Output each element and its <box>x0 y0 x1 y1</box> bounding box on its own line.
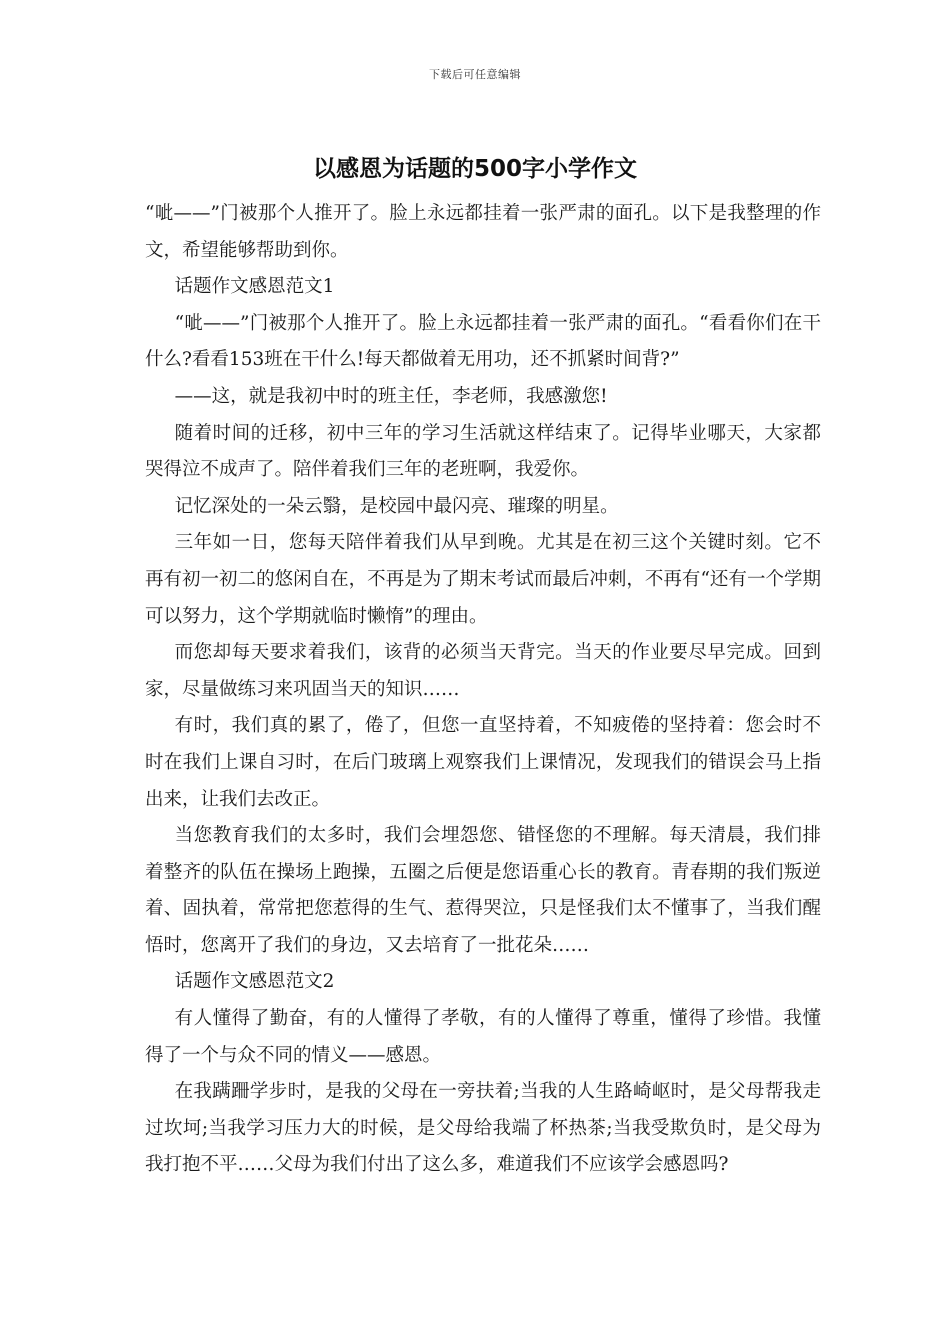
body-paragraph: 随着时间的迁移，初中三年的学习生活就这样结束了。记得毕业哪天，大家都哭得泣不成声了。陪伴着我们三年的老班啊，我爱你。 <box>145 422 821 481</box>
body-paragraph: 当您教育我们的太多时，我们会埋怨您、错怪您的不理解。每天清晨，我们排着整齐的队伍在操场上跑操，五圈之后便是您语重心长的教育。青春期的我们叛逆着、固执着，常常把您惹得的生气、惹得哭泣，只是怪我们太不懂事了，当我们醒悟时，您离开了我们的身边，又去培育了一批花朵…… <box>145 825 821 956</box>
body-paragraph: “呲——”门被那个人推开了。脸上永远都挂着一张严肃的面孔。“看看你们在干什么?看看153班在干什么!每天都做着无用功，还不抓紧时间背?” <box>145 312 821 371</box>
body-paragraph: 而您却每天要求着我们，该背的必须当天背完。当天的作业要尽早完成。回到家，尽量做练习来巩固当天的知识…… <box>145 642 821 700</box>
section-heading-2: 话题作文感恩范文2 <box>174 971 335 993</box>
body-paragraph: 三年如一日，您每天陪伴着我们从早到晚。尤其是在初三这个关键时刻。它不再有初一初二的悠闲自在，不再是为了期末考试而最后冲刺，不再有“还有一个学期可以努力，这个学期就临时懒惰”的理由。 <box>145 532 821 627</box>
body-paragraph: 记忆深处的一朵云翳，是校园中最闪亮、璀璨的明星。 <box>174 495 619 517</box>
document-body <box>145 196 821 1184</box>
body-paragraph: 有时，我们真的累了，倦了，但您一直坚持着，不知疲倦的坚持着：您会时不时在我们上课自习时，在后门玻璃上观察我们上课情况，发现我们的错误会马上指出来，让我们去改正。 <box>145 715 821 810</box>
section-heading-1: 话题作文感恩范文1 <box>174 276 335 298</box>
body-paragraph: 在我蹒跚学步时，是我的父母在一旁扶着;当我的人生路崎岖时，是父母帮我走过坎坷;当我学习压力大的时候，是父母给我端了杯热茶;当我受欺负时，是父母为我打抱不平……父母为我们付出了这么多，难道我们不应该学会感恩吗? <box>145 1081 821 1176</box>
document-title: 以感恩为话题的500字小学作文 <box>312 156 637 182</box>
intro-paragraph: “呲——”门被那个人推开了。脸上永远都挂着一张严肃的面孔。以下是我整理的作文，希望能够帮助到你。 <box>145 203 821 261</box>
body-paragraph: ——这，就是我初中时的班主任，李老师，我感激您! <box>174 385 608 407</box>
page-header-note: 下载后可任意编辑 <box>429 68 521 81</box>
body-paragraph: 有人懂得了勤奋，有的人懂得了孝敬，有的人懂得了尊重，懂得了珍惜。我懂得了一个与众不同的情义——感恩。 <box>145 1008 821 1066</box>
